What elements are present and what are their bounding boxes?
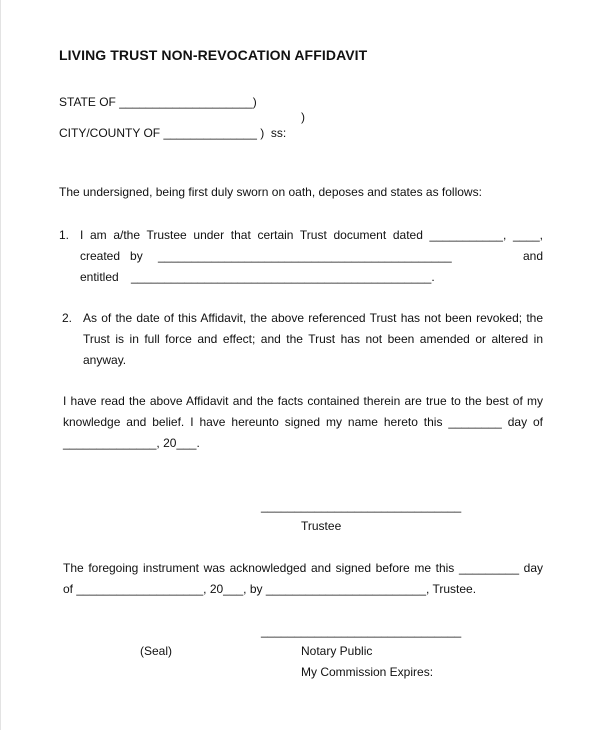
acknowledgment-line-1: The foregoing instrument was acknowledged and signed before me this _________ day [63,561,543,575]
item-2-line-3: anyway. [83,353,127,367]
item-2-number: 2. [62,311,73,325]
seal-label: (Seal) [140,644,173,658]
item-1-created-by-blank: ____________________________________________ [158,249,452,263]
trustee-signature-line: ______________________________ [261,499,462,513]
intro-statement: The undersigned, being first duly sworn on oath, deposes and states as follows: [59,185,482,199]
acknowledgment-line-2: of ___________________, 20___, by ________________________, Trustee. [63,582,477,596]
item-1-created-by-label: created by [80,249,143,263]
state-line: STATE OF ____________________) [59,95,257,109]
notary-signature-line: ______________________________ [261,624,462,638]
notary-public-label: Notary Public [301,644,373,658]
attest-line-3: ______________, 20___. [63,436,200,450]
item-1-entitled-blank: _____________________________________________. [131,270,435,284]
document-title: LIVING TRUST NON-REVOCATION AFFIDAVIT [59,47,368,63]
commission-expires-label: My Commission Expires: [301,665,434,679]
trustee-label: Trustee [301,519,342,533]
item-1-line-1: I am a/the Trustee under that certain Trust document dated ___________, ____, [80,228,543,242]
attest-line-2: knowledge and belief. I have hereunto signed my name hereto this ________ day of [63,415,543,429]
attest-line-1: I have read the above Affidavit and the facts contained therein are true to the best of my [63,394,543,408]
item-1-number: 1. [59,228,70,242]
item-2-line-1: As of the date of this Affidavit, the above referenced Trust has not been revoked; the [83,311,543,325]
county-line: CITY/COUNTY OF ______________ ) ss: [59,126,287,140]
venue-bracket: ) [301,110,305,124]
item-2-line-2: Trust is in full force and effect; and the Trust has not been amended or altered in [83,332,543,346]
item-1-and-label: and [523,249,544,263]
item-1-entitled-label: entitled [80,270,119,284]
